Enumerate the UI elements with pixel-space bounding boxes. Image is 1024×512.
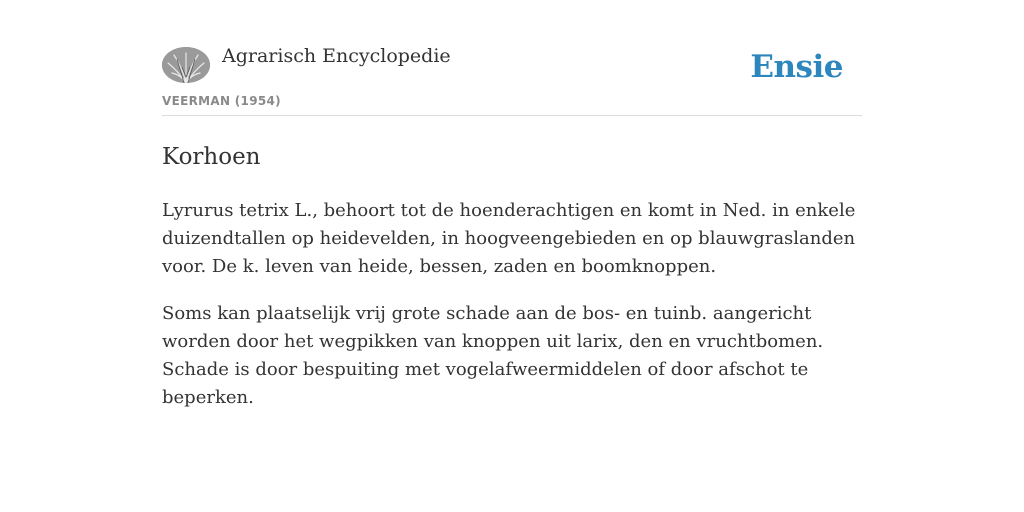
- encyclopedia-subtitle: VEERMAN (1954): [162, 94, 281, 108]
- article-paragraph: Lyrurus tetrix L., behoort tot de hoenderachtigen en komt in Ned. in enkele duizendtallen op heidevelden, in hoogveengebieden en op blauwgraslanden voor. De k. leven van heide, bessen, zaden en boomknoppen.: [162, 200, 856, 277]
- article-paragraph: Soms kan plaatselijk vrij grote schade aan de bos- en tuinb. aangericht worden door het wegpikken van knoppen uit larix, den en vruchtbomen. Schade is door bespuiting met vogelafweermiddelen of door afschot te beperken.: [162, 303, 824, 408]
- encyclopedia-header: [162, 40, 862, 116]
- encyclopedia-title[interactable]: Agrarisch Encyclopedie: [222, 45, 451, 67]
- content-container: [162, 40, 862, 412]
- wheat-plant-icon[interactable]: [162, 47, 210, 83]
- article-title: Korhoen: [162, 144, 261, 170]
- ensie-logo-link[interactable]: Ensie: [750, 49, 843, 85]
